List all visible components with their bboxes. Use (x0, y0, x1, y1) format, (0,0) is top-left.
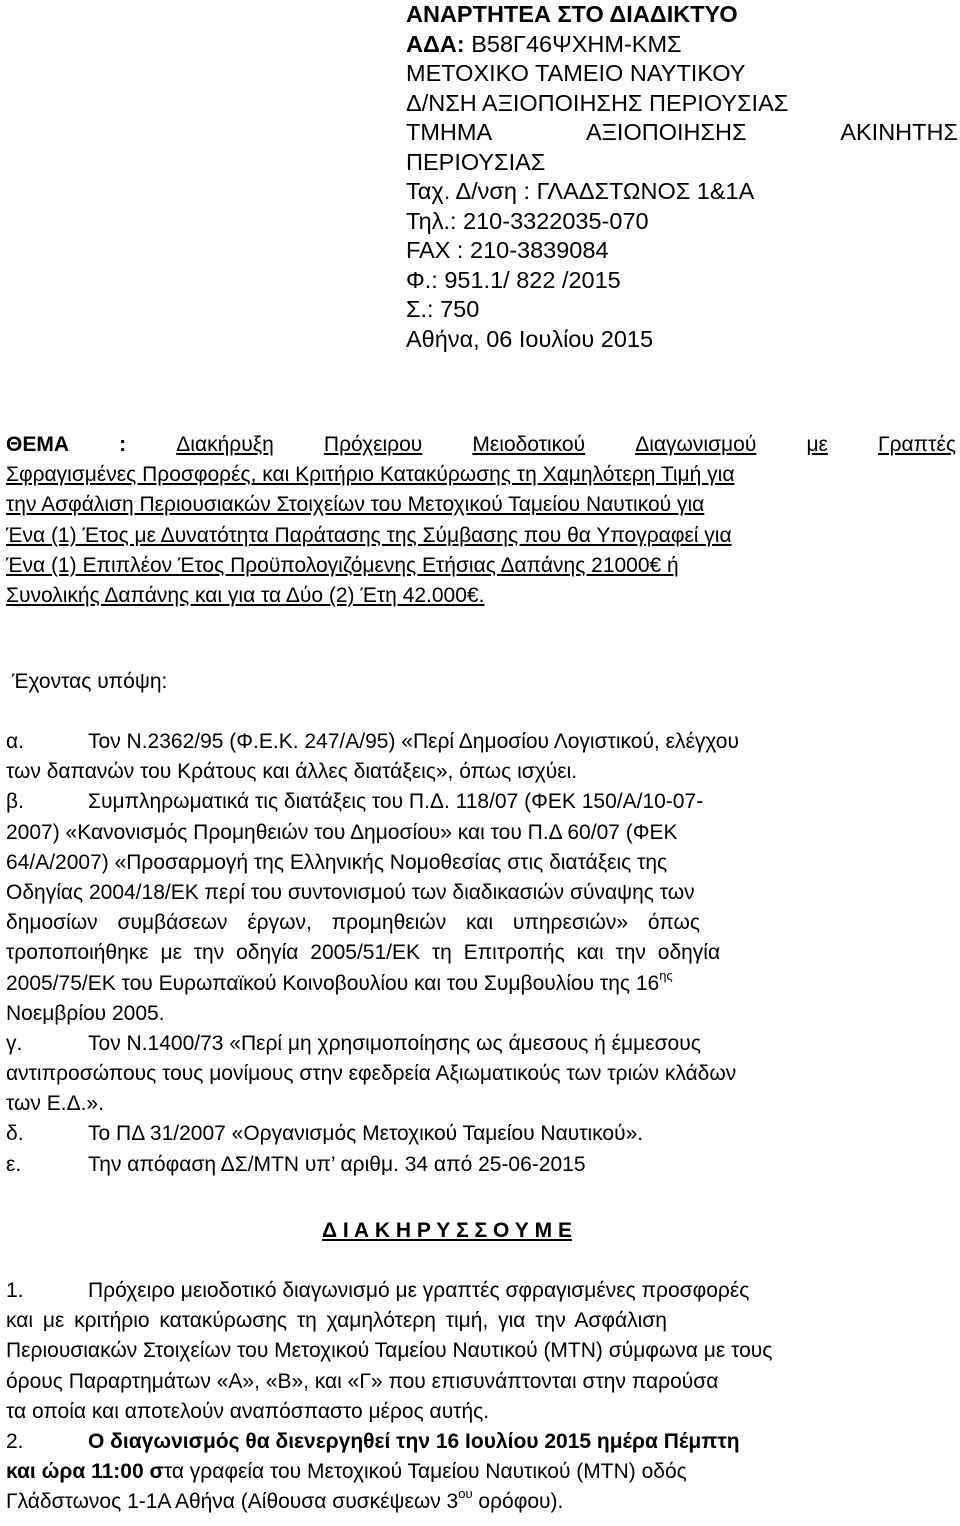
org-name: ΜΕΤΟΧΙΚΟ ΤΑΜΕΙΟ ΝΑΥΤΙΚΟΥ (406, 60, 746, 86)
org-directorate: Δ/ΝΣΗ ΑΞΙΟΠΟΙΗΣΗΣ ΠΕΡΙΟΥΣΙΑΣ (406, 89, 789, 116)
point-text: ορόφου). (472, 1490, 564, 1514)
subject-line: Ένα (1) Επιπλέον Έτος Προϋπολογιζόμενης Ετήσιας Δαπάνης 21000€ ή (6, 553, 679, 577)
subject-word: Μειοδοτικού (472, 433, 586, 456)
item-text: τροποποιήθηκε με την οδηγία 2005/51/ΕΚ τη Επιτροπής και την οδηγία (6, 941, 721, 965)
ada-value: Β58Γ46ΨΧΗΜ-ΚΜΣ (471, 30, 682, 57)
considering-list (6, 727, 956, 1180)
subject-colon: : (119, 433, 127, 456)
item-text: 2005/75/ΕΚ του Ευρωπαϊκού Κοινοβουλίου και του Συμβουλίου της 16 (6, 971, 660, 995)
subject-word: Διαγωνισμού (635, 433, 757, 456)
considering-title (6, 667, 956, 697)
point-number: 2. (6, 1429, 24, 1453)
subject-word: Πρόχειρου (323, 433, 423, 456)
considering-item-a (6, 727, 956, 757)
considering-item-e (6, 1150, 956, 1180)
superscript: ου (458, 1486, 473, 1502)
declaration-points (6, 1276, 956, 1518)
point-1 (6, 1276, 956, 1306)
point-text: όρους Παραρτημάτων «Α», «Β», και «Γ» που επισυνάπτονται στην παρούσα (6, 1369, 719, 1393)
declare-heading-block (6, 1216, 956, 1246)
org-department-word: ΤΜΗΜΑ (406, 119, 493, 145)
subject-line: την Ασφάλιση Περιουσιακών Στοιχείων του Μετοχικού Ταμείου Ναυτικού για (6, 493, 705, 517)
point-text: Πρόχειρο μειοδοτικό διαγωνισμό με γραπτές σφραγισμένες προσφορές (88, 1279, 750, 1302)
point-text: Γλάδστωνος 1-1Α Αθήνα (Αίθουσα συσκέψεων 3 (6, 1490, 459, 1514)
subject-line: Ένα (1) Έτος με Δυνατότητα Παράτασης της Σύμβασης που θα Υπογραφεί για (6, 523, 732, 547)
item-letter: ε. (6, 1152, 22, 1176)
org-department-word: ΑΚΙΝΗΤΗΣ (840, 119, 958, 145)
item-text-with-sup (6, 969, 956, 999)
considering-heading: Έχοντας υπόψη: (12, 670, 168, 693)
ada-label: ΑΔΑ: (406, 30, 465, 57)
point-2-line-3 (6, 1487, 956, 1517)
postal-address: Ταχ. Δ/νση : ΓΛΑΔΣΤΩΝΟΣ 1&1Α (406, 178, 755, 204)
item-text: αντιπροσώπους τους μονίμους στην εφεδρεία Αξιωματικούς των τριών κλάδων (6, 1062, 737, 1086)
file-number: Φ.: 951.1/ 822 /2015 (406, 266, 621, 293)
item-letter: δ. (6, 1122, 24, 1146)
fax: FAX : 210-3839084 (406, 237, 609, 263)
subject-line (6, 430, 956, 460)
subject-line: Συνολικής Δαπάνης και για τα Δύο (2) Έτη 42.000€. (6, 583, 485, 607)
superscript: ης (659, 967, 673, 983)
subject-label: ΘΕΜΑ (6, 433, 69, 456)
publish-notice: ΑΝΑΡΤΗΤΕΑ ΣΤΟ ΔΙΑΔΙΚΤΥΟ (406, 1, 738, 27)
subject-word: Γραπτές (878, 433, 956, 456)
org-department-end: ΠΕΡΙΟΥΣΙΑΣ (406, 148, 546, 175)
subject-word: Διακήρυξη (176, 433, 274, 456)
point-number: 1. (6, 1279, 24, 1302)
considering-item-c (6, 1029, 956, 1059)
ada-line (406, 30, 958, 60)
item-text: δημοσίων συμβάσεων έργων, προμηθειών και υπηρεσιών» όπως (6, 911, 700, 935)
sigma-number: Σ.: 750 (406, 296, 480, 322)
telephone: Τηλ.: 210-3322035-070 (406, 207, 649, 234)
point-text: τα οποία και αποτελούν αναπόσπαστο μέρος αυτής. (6, 1399, 490, 1423)
point-text: Περιουσιακών Στοιχείων του Μετοχικού Ταμείου Ναυτικού (ΜΤΝ) σύμφωνα με τους (6, 1339, 773, 1363)
point-text-bold: Ο διαγωνισμός θα διενεργηθεί την 16 Ιουλίου 2015 ημέρα Πέμπτη (88, 1429, 740, 1453)
item-text: 64/Α/2007) «Προσαρμογή της Ελληνικής Νομοθεσίας στις διατάξεις της (6, 850, 668, 874)
item-text: Το ΠΔ 31/2007 «Οργανισμός Μετοχικού Ταμείου Ναυτικού». (88, 1122, 644, 1146)
item-text: Οδηγίας 2004/18/ΕΚ περί του συντονισμού των διαδικασιών σύναψης των (6, 880, 695, 904)
item-text: Συμπληρωματικά τις διατάξεις του Π.Δ. 118/07 (ΦΕΚ 150/Α/10-07- (88, 790, 704, 814)
item-letter: α. (6, 730, 24, 753)
header-block (406, 0, 958, 354)
item-text: Τον Ν.1400/73 «Περί μη χρησιμοποίησης ως άμεσους ή έμμεσους (88, 1031, 701, 1055)
subject-word: με (806, 433, 828, 456)
declare-heading: Δ Ι Α Κ Η Ρ Υ Σ Σ Ο Υ Μ Ε (322, 1219, 572, 1242)
item-text: Τον Ν.2362/95 (Φ.Ε.Κ. 247/Α/95) «Περί Δημοσίου Λογιστικού, ελέγχου (88, 730, 739, 753)
item-text: Την απόφαση ΔΣ/ΜΤΝ υπ’ αριθμ. 34 από 25-06-2015 (88, 1152, 586, 1176)
org-department (406, 118, 958, 148)
considering-item-b (6, 787, 956, 817)
item-text: των Ε.Δ.». (6, 1092, 104, 1116)
item-letter: γ. (6, 1031, 23, 1055)
subject-line: Σφραγισμένες Προσφορές, και Κριτήριο Κατακύρωσης τη Χαμηλότερη Τιμή για (6, 463, 735, 487)
point-2 (6, 1427, 956, 1457)
point-text: τα γραφεία του Μετοχικού Ταμείου Ναυτικού (ΜΤΝ) οδός (163, 1460, 687, 1484)
org-department-word: ΑΞΙΟΠΟΙΗΣΗΣ (585, 119, 747, 145)
point-2-line-2 (6, 1457, 956, 1487)
subject-block (6, 430, 956, 611)
point-text-bold: και ώρα 11:00 σ (6, 1460, 164, 1484)
document-date: Αθήνα, 06 Ιουλίου 2015 (406, 325, 654, 352)
point-text: και με κριτήριο κατακύρωσης τη χαμηλότερη τιμή, για την Ασφάλιση (6, 1309, 667, 1333)
item-text: 2007) «Κανονισμός Προμηθειών του Δημοσίου» και του Π.Δ 60/07 (ΦΕΚ (6, 820, 678, 844)
item-text: των δαπανών του Κράτους και άλλες διατάξεις», όπως ισχύει. (6, 760, 578, 784)
item-letter: β. (6, 790, 24, 814)
item-text: Νοεμβρίου 2005. (6, 1001, 165, 1025)
considering-item-d (6, 1119, 956, 1149)
